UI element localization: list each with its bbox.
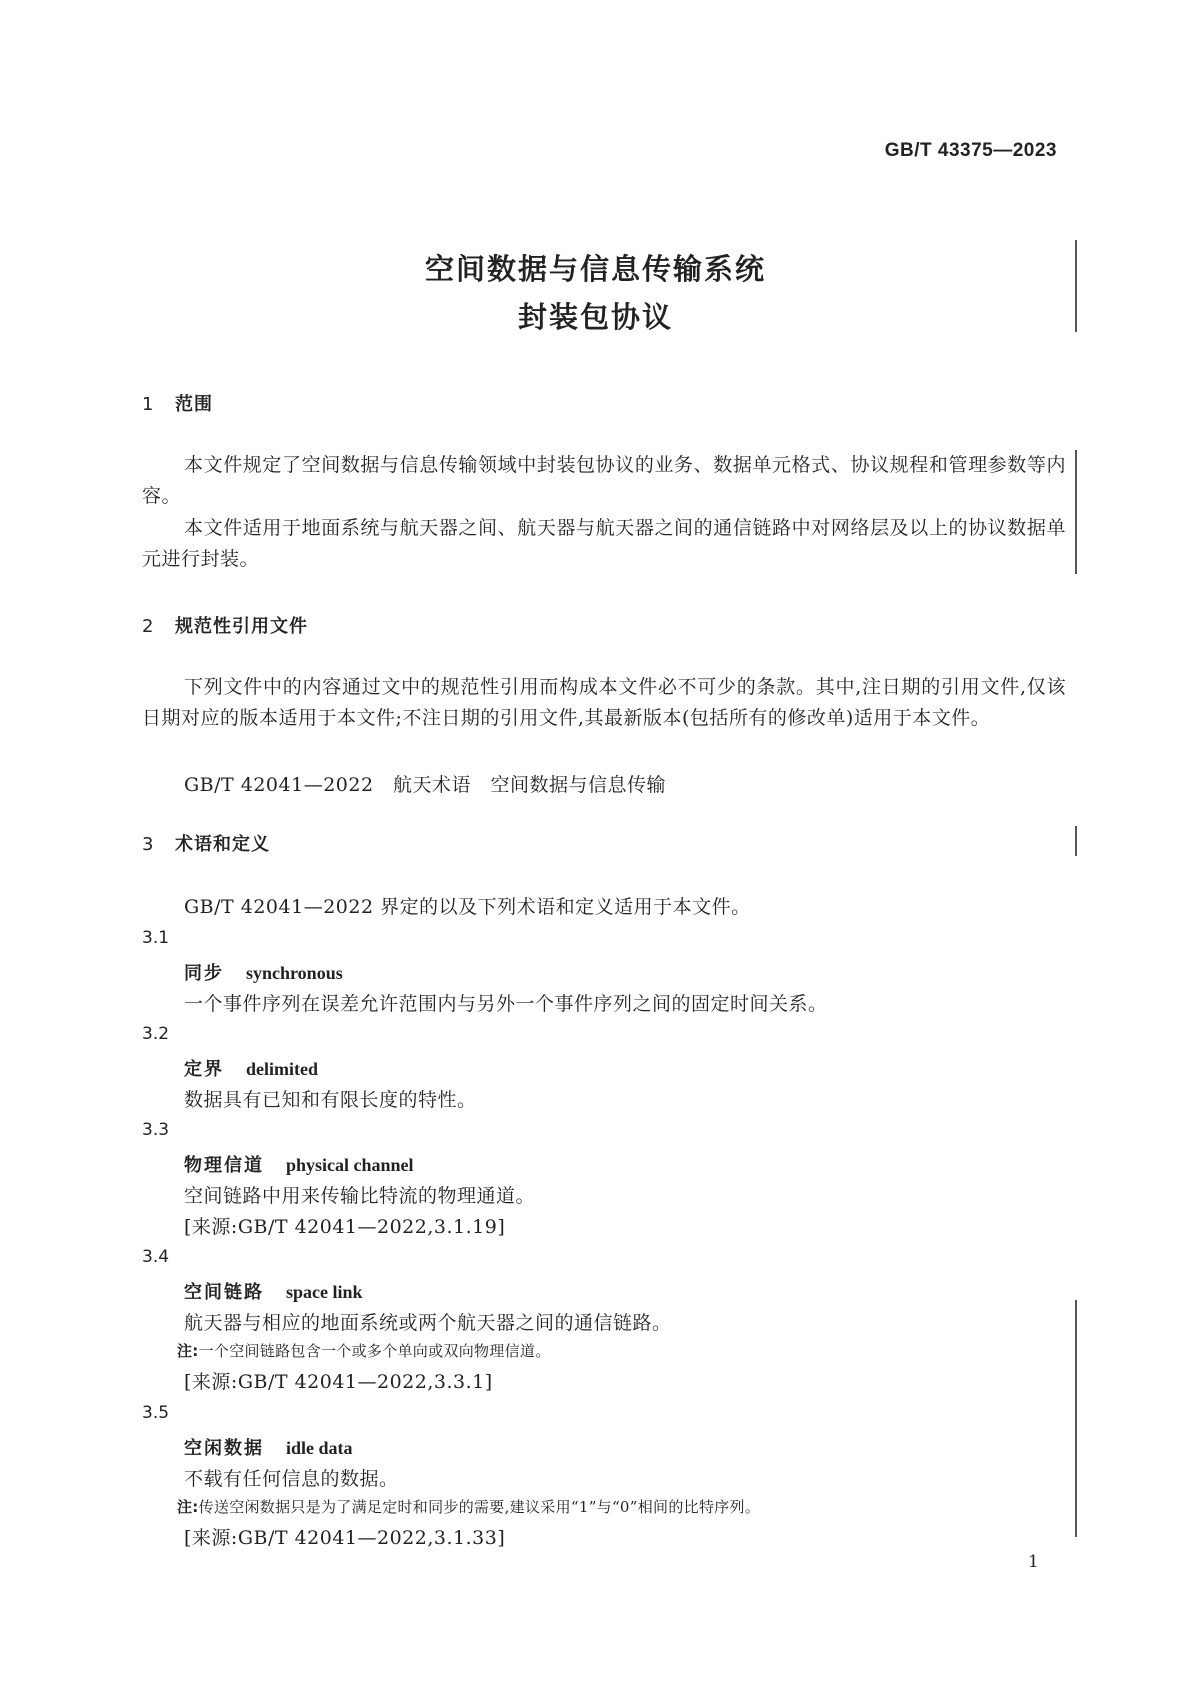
term-definition: 不载有任何信息的数据。 (184, 1468, 399, 1490)
section-heading-terms: 3 术语和定义 (142, 834, 270, 855)
reference-entry: GB/T 42041—2022 航天术语 空间数据与信息传输 (184, 774, 667, 796)
term-definition: 航天器与相应的地面系统或两个航天器之间的通信链路。 (184, 1312, 672, 1334)
change-bar (1075, 826, 1077, 856)
term-definition: 数据具有已知和有限长度的特性。 (184, 1089, 477, 1111)
standard-code: GB/T 43375—2023 (884, 140, 1057, 161)
term-number: 3.5 (142, 1403, 170, 1423)
title-line-2: 封装包协议 (517, 300, 673, 334)
title-line-1: 空间数据与信息传输系统 (424, 252, 766, 286)
section-heading-scope: 1 范围 (142, 394, 213, 415)
change-bar (1075, 240, 1077, 332)
term-source: [来源:GB/T 42041—2022,3.1.33] (184, 1527, 506, 1549)
term-heading: 空间链路 space link (184, 1282, 363, 1303)
term-heading: 空闲数据 idle data (184, 1438, 353, 1459)
page-number: 1 (1028, 1552, 1039, 1572)
scope-paragraph-1: 本文件规定了空间数据与信息传输领域中封装包协议的业务、数据单元格式、协议规程和管理参数等内容。 (142, 454, 1066, 507)
term-definition: 空间链路中用来传输比特流的物理通道。 (184, 1185, 536, 1207)
section-heading-normative-references: 2 规范性引用文件 (142, 616, 308, 637)
terms-intro: GB/T 42041—2022 界定的以及下列术语和定义适用于本文件。 (184, 896, 751, 918)
term-number: 3.1 (142, 928, 170, 948)
references-paragraph: 下列文件中的内容通过文中的规范性引用而构成本文件必不可少的条款。其中,注日期的引用文件,仅该日期对应的版本适用于本文件;不注日期的引用文件,其最新版本(包括所有的修改单)适用于本文件。 (142, 676, 1066, 729)
term-heading: 同步 synchronous (184, 963, 343, 984)
term-heading: 定界 delimited (184, 1059, 318, 1080)
term-definition: 一个事件序列在误差允许范围内与另外一个事件序列之间的固定时间关系。 (184, 993, 828, 1015)
term-note: 注:传送空闲数据只是为了满足定时和同步的需要,建议采用“1”与“0”相间的比特序列。 (177, 1498, 761, 1516)
scope-paragraph-2: 本文件适用于地面系统与航天器之间、航天器与航天器之间的通信链路中对网络层及以上的协议数据单元进行封装。 (142, 517, 1066, 570)
term-source: [来源:GB/T 42041—2022,3.1.19] (184, 1216, 506, 1238)
term-number: 3.4 (142, 1247, 170, 1267)
term-heading: 物理信道 physical channel (184, 1155, 414, 1176)
term-note: 注:一个空间链路包含一个或多个单向或双向物理信道。 (177, 1342, 551, 1360)
term-source: [来源:GB/T 42041—2022,3.3.1] (184, 1371, 493, 1393)
change-bar (1075, 1300, 1077, 1537)
change-bar (1075, 450, 1077, 574)
term-number: 3.2 (142, 1024, 170, 1044)
document-title (0, 245, 1191, 341)
term-number: 3.3 (142, 1120, 170, 1140)
